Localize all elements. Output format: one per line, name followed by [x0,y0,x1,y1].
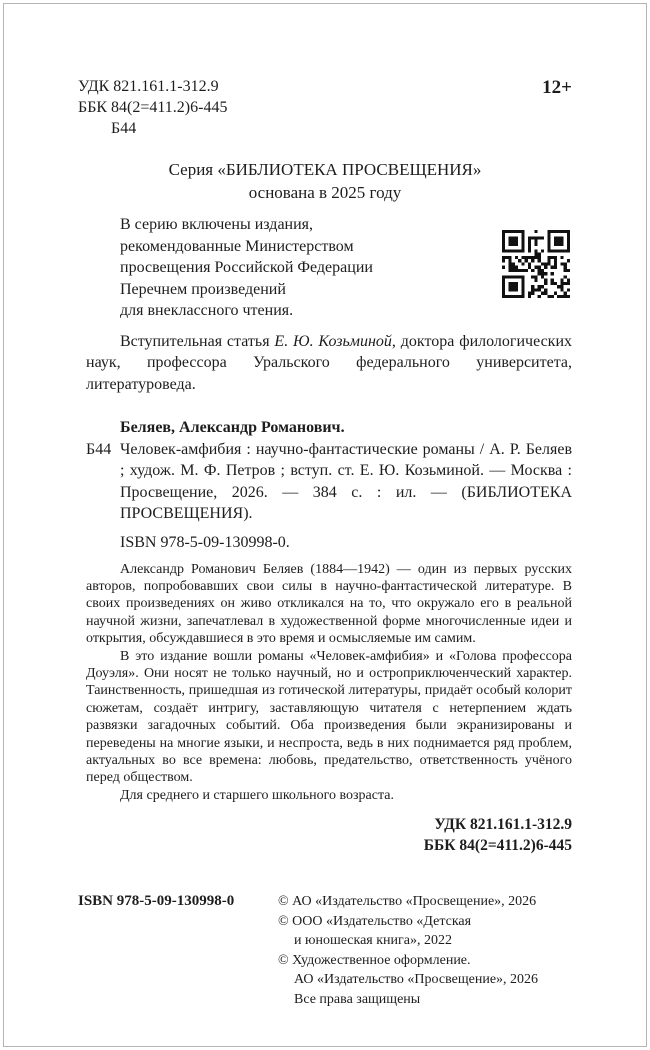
record-entry: Человек-амфибия : научно-фантастические романы / А. Р. Беляев ; худож. М. Ф. Петров ; вступ. ст. Е. Ю. Козьминой. — Москва : Просвещение, 2026. — 384 с. : ил. — (БИБЛИОТЕКА ПРОСВЕЩЕНИЯ). [120,440,572,522]
header-row [78,76,572,139]
list-item: © Художественное оформление. [278,952,471,968]
intro-paragraph [86,331,572,396]
inclusion-row [78,214,572,322]
udk-code: УДК 821.161.1-312.9 [78,78,219,95]
series-title: Серия «БИБЛИОТЕКА ПРОСВЕЩЕНИЯ» [168,160,482,179]
top-codes-block [78,76,227,139]
list-item: © ООО «Издательство «Детская [278,913,472,929]
list-item: © АО «Издательство «Просвещение», 2026 [278,894,537,910]
bbk-code-bottom: ББК 84(2=411.2)6-445 [423,837,572,855]
intro-text-before: Вступительная статья [120,332,275,350]
footer-isbn: ISBN 978-5-09-130998-0 [78,893,235,910]
annotation-block [86,561,572,805]
list-item: Все права защищены [294,991,421,1007]
record-class-code: Б44 [86,440,112,458]
record-entry-row [86,439,572,525]
series-founded: основана в 2025 году [248,183,402,202]
age-rating-badge: 12+ [542,77,572,98]
copyright-list [278,892,572,1009]
record-author: Беляев, Александр Романович. [120,419,345,436]
list-item: Для среднего и старшего школьного возраста. [120,787,394,803]
qr-code [502,230,570,298]
footer-row [78,892,572,1009]
list-item: АО «Издательство «Просвещение», 2026 [294,972,539,988]
bibliographic-record-block [78,417,572,553]
bottom-codes-block [78,814,572,856]
list-item: В это издание вошли романы «Человек-амфибия» и «Голова профессора Доуэля». Они носят не только научный, но и остроприключенческий характер. Таинственность, пришедшая из готической литературы, придаёт особый колорит сюжетам, создаёт интригу, заставляющую читателя с нетерпением ждать развязки загадочных событий. Оба произведения были экранизированы и переведены на многие языки, и неспроста, ведь в них поднимается ряд проблем, актуальных во все времена: любовь, предательство, ответственность учёного перед обществом. [86,648,572,786]
record-isbn: ISBN 978-5-09-130998-0. [120,533,290,551]
intro-author-name: Е. Ю. Козьминой [274,332,392,350]
class-code: Б44 [111,120,137,137]
list-item: и юношеская книга», 2022 [294,933,452,949]
inclusion-note: В серию включены издания, рекомендованные Министерством просвещения Российской Федерации Перечнем произведений для внеклассного чтения. [120,216,373,319]
list-item: Александр Романович Беляев (1884—1942) — один из первых русских авторов, попробовавших свои силы в научно-фантастической литературе. В своих произведениях он живо откликался на то, что окружало его в реальной научной жизни, запечатлевал в художественной форме многочисленные идеи и открытия, обсуждавшиеся в это время и осмысляемые им самим. [86,561,572,647]
qr-svg [502,230,570,298]
intro-text-after: , доктора филологических наук, профессора Уральского федерального университета, литературоведа. [86,332,573,393]
udk-code-bottom: УДК 821.161.1-312.9 [434,816,572,834]
bbk-code: ББК 84(2=411.2)6-445 [78,99,228,116]
series-block [78,158,572,204]
